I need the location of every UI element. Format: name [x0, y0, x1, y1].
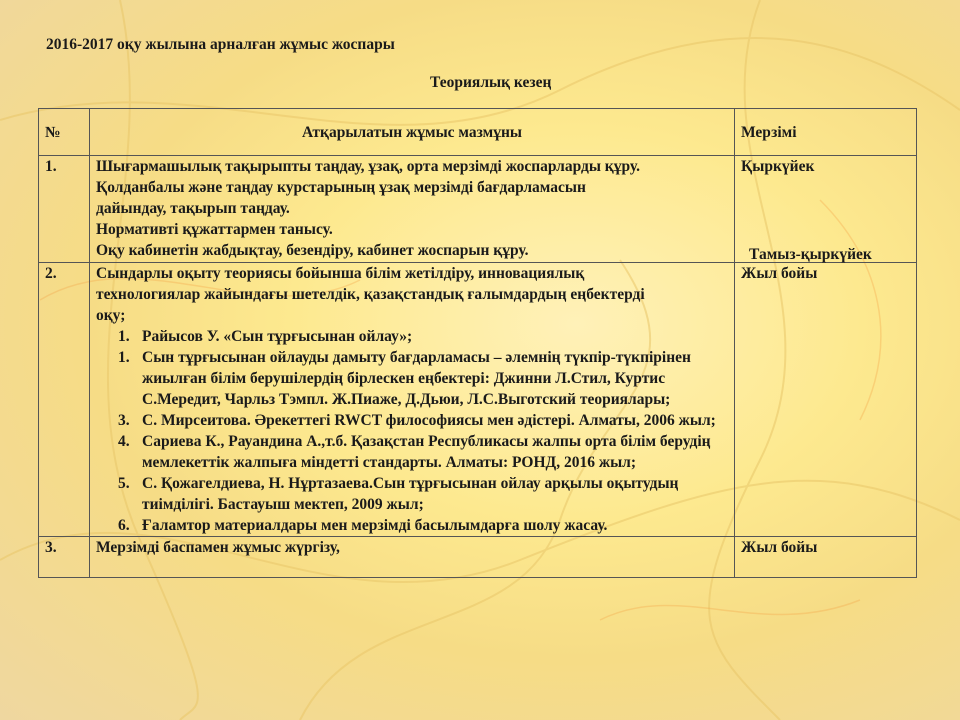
- content-line: Мерзімді баспамен жұмыс жүргізу,: [96, 539, 340, 556]
- reference-item: [118, 347, 728, 410]
- reference-text: Ғаламтор материалдары мен мерзімді басылымдарға шолу жасау.: [142, 517, 608, 534]
- reference-text: Райысов У. «Сын тұрғысынан ойлау»;: [142, 328, 413, 345]
- content-line: Шығармашылық тақырыпты таңдау, ұзақ, орта мерзімді жоспарларды құру.: [96, 158, 640, 175]
- page-title: 2016-2017 оқу жылына арналған жұмыс жоспары: [46, 36, 395, 53]
- content-line: Нормативті құжаттармен танысу.: [96, 221, 333, 238]
- reference-item: [118, 431, 728, 473]
- row-deadline: Жыл бойы: [735, 537, 917, 578]
- reference-text: Сын тұрғысынан ойлауды дамыту бағдарламасы – әлемнің түкпір-түкпірінен жиылған білім берушілердің бірлескен еңбектері: Джинни Л.Стил, Куртис С.Мередит, Чарльз Тэмпл. Ж.Пиаже, Д.Дьюи, Л.С.Выготский теориялары;: [142, 349, 691, 408]
- reference-list: [96, 326, 728, 536]
- content-line: Сындарлы оқыту теориясы бойынша білім жетілдіру, инновациялық: [96, 265, 585, 282]
- table-row: [39, 263, 917, 537]
- reference-number: 6.: [118, 517, 130, 534]
- reference-item: [118, 410, 728, 431]
- header-content: Атқарылатын жұмыс мазмұны: [90, 109, 735, 156]
- row-number: 3.: [39, 537, 90, 578]
- reference-number: 1.: [118, 349, 130, 366]
- header-deadline: Мерзімі: [735, 109, 917, 156]
- reference-item: [118, 515, 728, 536]
- row-content: [90, 537, 735, 578]
- reference-number: 5.: [118, 475, 130, 492]
- reference-text: С. Мирсеитова. Әрекеттегі RWCT философиясы мен әдістері. Алматы, 2006 жыл;: [142, 412, 716, 429]
- table-header-row: [39, 109, 917, 156]
- content-line: Оқу кабинетін жабдықтау, безендіру, кабинет жоспарын құру.: [96, 242, 529, 259]
- content-line: технологиялар жайындағы шетелдік, қазақстандық ғалымдардың еңбектерді: [96, 286, 645, 303]
- row-number: 2.: [39, 263, 90, 537]
- reference-text: С. Қожагелдиева, Н. Нұртазаева.Сын тұрғысынан ойлау арқылы оқытудың тиімділігі. Бастауыш мектеп, 2009 жыл;: [142, 475, 679, 513]
- row-content: [90, 156, 735, 263]
- reference-text: Сариева К., Рауандина А.,т.б. Қазақстан Республикасы жалпы орта білім берудің мемлекеттік жалпыға міндетті стандарты. Алматы: РОНД, 2016 жыл;: [142, 433, 711, 471]
- deadline-text: Қыркүйек: [741, 158, 815, 175]
- row-content: [90, 263, 735, 537]
- content-line: оқу;: [96, 307, 126, 324]
- reference-item: [118, 326, 728, 347]
- deadline-text-secondary: Тамыз-қыркүйек: [749, 246, 872, 263]
- reference-item: [118, 473, 728, 515]
- reference-number: 4.: [118, 433, 130, 450]
- table-row: [39, 156, 917, 263]
- content-line: Қолданбалы және таңдау курстарының ұзақ мерзімді бағдарламасын: [96, 179, 586, 196]
- row-number: 1.: [39, 156, 90, 263]
- section-title: Теориялық кезең: [430, 74, 552, 91]
- row-deadline: [735, 156, 917, 263]
- work-plan-table: [38, 108, 917, 578]
- row-deadline: Жыл бойы: [735, 263, 917, 537]
- content-line: дайындау, тақырып таңдау.: [96, 200, 290, 217]
- table-row: [39, 537, 917, 578]
- reference-number: 1.: [118, 328, 130, 345]
- header-number: №: [39, 109, 90, 156]
- reference-number: 3.: [118, 412, 130, 429]
